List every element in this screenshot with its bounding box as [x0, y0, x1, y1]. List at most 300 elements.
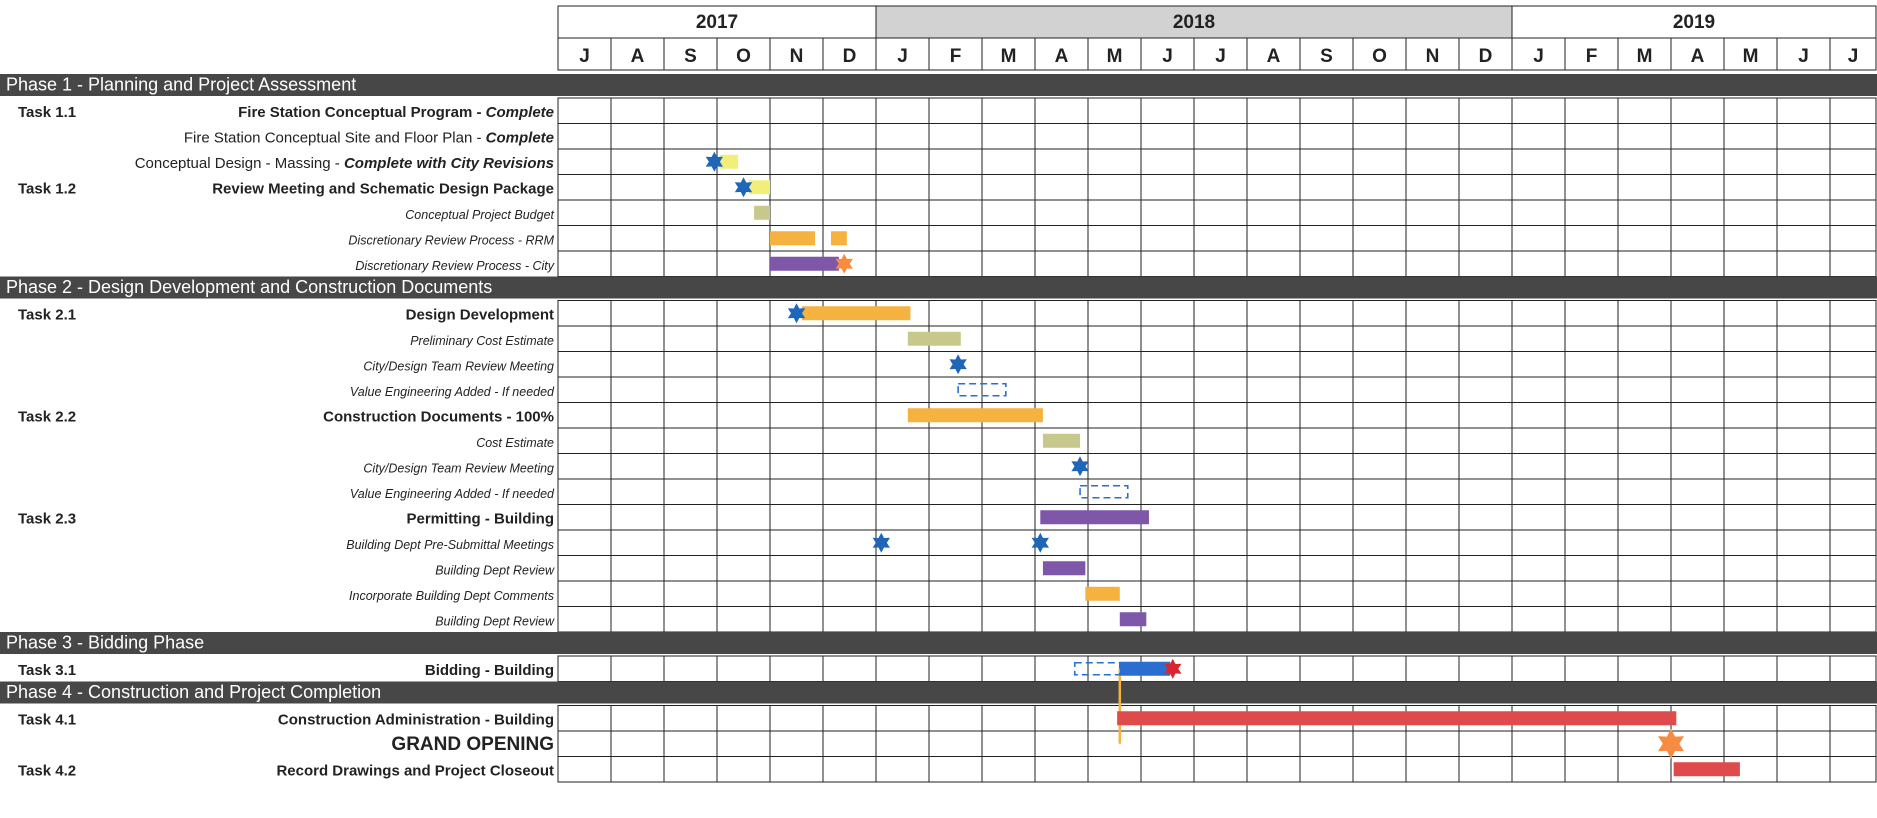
grid-cell [929, 656, 982, 682]
grid-cell [1565, 731, 1618, 757]
gantt-bar [1085, 587, 1119, 601]
grid-cell [770, 731, 823, 757]
task-description-part: Review Meeting and Schematic Design Package [212, 180, 554, 198]
month-tick-label: A [1266, 46, 1281, 67]
milestone-star-icon [950, 354, 967, 374]
grid-cell [1830, 98, 1876, 124]
grid-cell [558, 479, 611, 505]
grid-cell [823, 530, 876, 556]
grid-cell [982, 581, 1035, 607]
grid-cell [1724, 200, 1777, 226]
grid-cell [1830, 377, 1876, 403]
grid-cell [1300, 505, 1353, 531]
grid-cell [1565, 200, 1618, 226]
grid-cell [717, 377, 770, 403]
grid-cell [611, 656, 664, 682]
grid-cell [1618, 530, 1671, 556]
grid-cell [929, 731, 982, 757]
grid-cell [664, 607, 717, 633]
grid-cell [1247, 352, 1300, 378]
month-tick-label: J [1162, 46, 1173, 67]
grid-cell [1565, 530, 1618, 556]
grid-cell [1141, 326, 1194, 352]
grid-cell [876, 226, 929, 252]
grid-cell [1353, 175, 1406, 201]
grid-cell [1300, 326, 1353, 352]
grid-cell [770, 326, 823, 352]
grid-cell [1512, 403, 1565, 429]
grid-cell [1565, 98, 1618, 124]
grid-cell [1353, 149, 1406, 175]
grid-cell [558, 301, 611, 327]
grid-cell [558, 731, 611, 757]
grid-cell [1088, 479, 1141, 505]
task-description [276, 762, 554, 779]
task-description-part: Discretionary Review Process - RRM [348, 233, 554, 248]
grid-cell [1035, 757, 1088, 783]
grid-cell [1565, 251, 1618, 277]
grid-cell [1194, 530, 1247, 556]
grid-cell [929, 226, 982, 252]
grid-cell [929, 175, 982, 201]
task-description-part: Bidding - Building [424, 661, 554, 679]
grid-cell [1300, 757, 1353, 783]
gantt-bar [1043, 434, 1080, 448]
grid-cell [611, 479, 664, 505]
grid-cell [876, 731, 929, 757]
gantt-bar [1120, 662, 1170, 676]
grid-cell [1406, 98, 1459, 124]
grid-cell [876, 175, 929, 201]
grid-cell [717, 731, 770, 757]
grid-cell [1459, 149, 1512, 175]
grid-cell [1353, 124, 1406, 150]
month-tick-label: N [1425, 46, 1440, 67]
grid-cell [1353, 731, 1406, 757]
grid-cell [876, 377, 929, 403]
grid-cell [876, 656, 929, 682]
grid-cell [1247, 656, 1300, 682]
grid-cell [1353, 226, 1406, 252]
grid-cell [1671, 301, 1724, 327]
grid-cell [1194, 556, 1247, 582]
grid-cell [1777, 656, 1830, 682]
grid-cell [1141, 377, 1194, 403]
grid-cell [1618, 581, 1671, 607]
grid-cell [823, 479, 876, 505]
grid-cell [982, 98, 1035, 124]
task-description [323, 408, 554, 425]
grid-cell [1512, 251, 1565, 277]
month-tick-label: S [1320, 46, 1333, 67]
grid-cell [1035, 656, 1088, 682]
grid-cell [1088, 149, 1141, 175]
task-description-part: Value Engineering Added - If needed [349, 384, 554, 399]
grid-cell [1565, 656, 1618, 682]
grid-cell [1830, 479, 1876, 505]
grid-cell [982, 149, 1035, 175]
grid-cell [1830, 326, 1876, 352]
grid-cell [1088, 757, 1141, 783]
month-tick-label: J [1215, 46, 1226, 67]
grid-cell [1141, 581, 1194, 607]
grid-cell [1830, 581, 1876, 607]
grid-cell [1459, 352, 1512, 378]
grid-cell [1459, 556, 1512, 582]
grid-cell [1565, 607, 1618, 633]
task-id: Task 4.2 [18, 762, 77, 780]
grid-cell [1406, 607, 1459, 633]
grid-cell [982, 530, 1035, 556]
grid-cell [558, 757, 611, 783]
grid-cell [1671, 98, 1724, 124]
grid-cell [982, 200, 1035, 226]
grid-cell [558, 706, 611, 732]
grid-cell [929, 581, 982, 607]
grid-cell [929, 479, 982, 505]
grid-cell [664, 251, 717, 277]
grid-cell [1512, 656, 1565, 682]
grid-cell [1459, 530, 1512, 556]
task-description-part: Fire Station Conceptual Site and Floor Plan - [183, 129, 486, 147]
task-description-part: Fire Station Conceptual Program - [238, 103, 486, 121]
grid-cell [558, 377, 611, 403]
grid-cell [664, 200, 717, 226]
grid-cell [717, 301, 770, 327]
grid-cell [1777, 454, 1830, 480]
grid-cell [1194, 479, 1247, 505]
grid-cell [1565, 301, 1618, 327]
grid-cell [1565, 556, 1618, 582]
grid-cell [1618, 757, 1671, 783]
grid-cell [770, 757, 823, 783]
grid-cell [1300, 251, 1353, 277]
grid-cell [611, 428, 664, 454]
grid-cell [982, 731, 1035, 757]
grid-cell [1830, 428, 1876, 454]
grid-cell [1406, 403, 1459, 429]
grid-cell [1512, 326, 1565, 352]
grid-cell [1830, 454, 1876, 480]
grid-cell [1724, 301, 1777, 327]
grid-cell [876, 251, 929, 277]
grid-cell [1247, 301, 1300, 327]
grid-cell [929, 428, 982, 454]
grid-cell [929, 505, 982, 531]
grid-cell [717, 326, 770, 352]
grid-cell [1300, 226, 1353, 252]
grid-cell [1247, 428, 1300, 454]
grid-cell [1141, 301, 1194, 327]
grid-cell [1724, 124, 1777, 150]
task-description [349, 589, 554, 603]
grid-cell [664, 757, 717, 783]
grid-cell [1777, 377, 1830, 403]
grid-cell [558, 530, 611, 556]
grid-cell [1671, 403, 1724, 429]
grid-cell [664, 326, 717, 352]
grid-cell [1671, 479, 1724, 505]
grid-cell [1830, 505, 1876, 531]
task-description-part: Construction Documents - 100% [323, 408, 554, 426]
task-description-part: Building Dept Review [435, 563, 554, 578]
grid-cell [1353, 757, 1406, 783]
year-label: 2018 [1172, 12, 1216, 33]
grid-cell [1724, 98, 1777, 124]
grid-cell [1141, 226, 1194, 252]
grid-cell [611, 326, 664, 352]
grid-cell [823, 706, 876, 732]
grid-cell [717, 98, 770, 124]
grid-cell [1247, 731, 1300, 757]
grid-cell [823, 731, 876, 757]
grid-cell [1247, 505, 1300, 531]
grid-cell [1247, 98, 1300, 124]
grid-cell [1088, 377, 1141, 403]
grid-cell [876, 98, 929, 124]
grid-cell [1512, 556, 1565, 582]
milestone-star-icon [873, 533, 890, 553]
grid-cell [876, 149, 929, 175]
grid-cell [664, 175, 717, 201]
grid-cell [1141, 98, 1194, 124]
grid-cell [1512, 454, 1565, 480]
grid-cell [1406, 731, 1459, 757]
phase-band [0, 632, 1877, 654]
grid-cell [1777, 226, 1830, 252]
grid-cell [1459, 251, 1512, 277]
grid-cell [1247, 530, 1300, 556]
grid-cell [1565, 377, 1618, 403]
grid-cell [1247, 226, 1300, 252]
year-label: 2019 [1672, 12, 1716, 33]
grid-cell [982, 352, 1035, 378]
grid-cell [558, 124, 611, 150]
grid-cell [611, 530, 664, 556]
grid-cell [823, 149, 876, 175]
grid-cell [1141, 757, 1194, 783]
grid-cell [1353, 98, 1406, 124]
grid-cell [1088, 326, 1141, 352]
grid-cell [1671, 175, 1724, 201]
month-tick-label: J [1847, 46, 1859, 67]
grid-cell [1406, 124, 1459, 150]
grid-cell [1459, 479, 1512, 505]
grid-cell [611, 200, 664, 226]
grid-cell [982, 556, 1035, 582]
grid-cell [1300, 352, 1353, 378]
grid-cell [1830, 706, 1876, 732]
grid-cell [770, 200, 823, 226]
grid-cell [1088, 124, 1141, 150]
task-description-part: City/Design Team Review Meeting [363, 461, 554, 476]
grid-cell [1565, 403, 1618, 429]
grid-cell [611, 403, 664, 429]
grid-cell [1247, 149, 1300, 175]
grid-cell [1830, 301, 1876, 327]
grid-cell [1300, 454, 1353, 480]
grid-cell [1565, 149, 1618, 175]
grid-cell [1830, 403, 1876, 429]
grid-cell [770, 556, 823, 582]
grid-cell [1512, 757, 1565, 783]
grid-cell [982, 607, 1035, 633]
grid-cell [1830, 607, 1876, 633]
grid-cell [770, 656, 823, 682]
grid-cell [717, 352, 770, 378]
grid-cell [1300, 200, 1353, 226]
grid-cell [876, 352, 929, 378]
grid-cell [1141, 731, 1194, 757]
grid-cell [1406, 352, 1459, 378]
month-tick-label: D [1478, 46, 1493, 67]
grid-cell [664, 124, 717, 150]
grid-cell [611, 301, 664, 327]
grid-cell [558, 656, 611, 682]
grid-cell [1459, 175, 1512, 201]
grid-cell [1830, 124, 1876, 150]
grid-cell [664, 530, 717, 556]
grid-cell [1830, 226, 1876, 252]
grid-cell [929, 530, 982, 556]
grid-cell [1459, 124, 1512, 150]
grid-cell [1671, 581, 1724, 607]
grid-cell [982, 226, 1035, 252]
grid-cell [770, 607, 823, 633]
gantt-bar [1674, 762, 1740, 776]
grid-cell [1512, 200, 1565, 226]
grid-cell [1565, 581, 1618, 607]
task-description [435, 614, 555, 628]
grid-cell [717, 556, 770, 582]
grid-cell [1194, 352, 1247, 378]
grid-cell [770, 479, 823, 505]
grid-cell [1194, 505, 1247, 531]
grid-cell [1035, 200, 1088, 226]
grid-cell [823, 326, 876, 352]
grid-cell [1194, 454, 1247, 480]
grid-cell [823, 428, 876, 454]
gantt-bar [1043, 561, 1085, 575]
task-description [350, 487, 555, 501]
grid-cell [982, 479, 1035, 505]
grid-cell [1035, 98, 1088, 124]
grid-cell [1035, 124, 1088, 150]
gantt-bar [1117, 711, 1676, 725]
grid-cell [1459, 454, 1512, 480]
grid-cell [1565, 226, 1618, 252]
grid-cell [1777, 607, 1830, 633]
grid-cell [1724, 454, 1777, 480]
grid-cell [1353, 556, 1406, 582]
grid-cell [1353, 505, 1406, 531]
grid-cell [664, 479, 717, 505]
grid-cell [717, 124, 770, 150]
grid-cell [1194, 731, 1247, 757]
grid-cell [1035, 377, 1088, 403]
grid-cell [1353, 530, 1406, 556]
grid-cell [929, 607, 982, 633]
grid-cell [611, 706, 664, 732]
grid-cell [1406, 377, 1459, 403]
grid-cell [1724, 706, 1777, 732]
grid-cell [1724, 731, 1777, 757]
grid-cell [1777, 757, 1830, 783]
grid-cell [1618, 607, 1671, 633]
grid-cell [1406, 301, 1459, 327]
grid-cell [1565, 479, 1618, 505]
task-description [363, 461, 554, 475]
grid-cell [1300, 98, 1353, 124]
grid-cell [611, 581, 664, 607]
grid-cell [1459, 656, 1512, 682]
grid-cell [1565, 175, 1618, 201]
grid-cell [1353, 326, 1406, 352]
grid-cell [1247, 607, 1300, 633]
grid-cell [611, 377, 664, 403]
grid-cell [558, 149, 611, 175]
grid-cell [1300, 403, 1353, 429]
grid-cell [1035, 607, 1088, 633]
grid-cell [1671, 454, 1724, 480]
grid-cell [1777, 98, 1830, 124]
grid-cell [1088, 530, 1141, 556]
grid-cell [1194, 226, 1247, 252]
grid-cell [1618, 428, 1671, 454]
grid-cell [1459, 200, 1512, 226]
task-description [407, 510, 555, 527]
task-id: Task 2.3 [18, 510, 77, 528]
task-description-part: Preliminary Cost Estimate [410, 333, 554, 348]
task-description-part: Building Dept Pre-Submittal Meetings [346, 537, 554, 552]
grid-cell [929, 757, 982, 783]
grid-cell [982, 301, 1035, 327]
task-description [346, 538, 554, 552]
grid-cell [1618, 226, 1671, 252]
grid-cell [1247, 454, 1300, 480]
grid-cell [876, 505, 929, 531]
grid-cell [1247, 757, 1300, 783]
grid-cell [1512, 226, 1565, 252]
grid-cell [823, 581, 876, 607]
grid-cell [558, 403, 611, 429]
grid-cell [1088, 454, 1141, 480]
grid-cell [1618, 251, 1671, 277]
month-tick-label: J [897, 46, 908, 67]
grid-cell [1353, 352, 1406, 378]
grid-cell [1194, 377, 1247, 403]
task-description-part: Permitting - Building [406, 510, 554, 528]
grid-cell [1459, 757, 1512, 783]
grid-cell [611, 607, 664, 633]
grid-cell [717, 757, 770, 783]
grid-cell [982, 428, 1035, 454]
grid-cell [1141, 149, 1194, 175]
grid-cell [1141, 454, 1194, 480]
grid-cell [1353, 428, 1406, 454]
grid-cell [1194, 757, 1247, 783]
milestone-star-icon [1658, 729, 1684, 759]
grid-cell [1777, 706, 1830, 732]
grid-cell [1671, 505, 1724, 531]
grid-cell [1300, 556, 1353, 582]
grid-cell [1777, 556, 1830, 582]
grid-cell [1194, 175, 1247, 201]
grid-cell [611, 731, 664, 757]
grid-cell [1194, 98, 1247, 124]
task-id: Task 2.2 [18, 408, 77, 426]
task-description [391, 734, 554, 755]
